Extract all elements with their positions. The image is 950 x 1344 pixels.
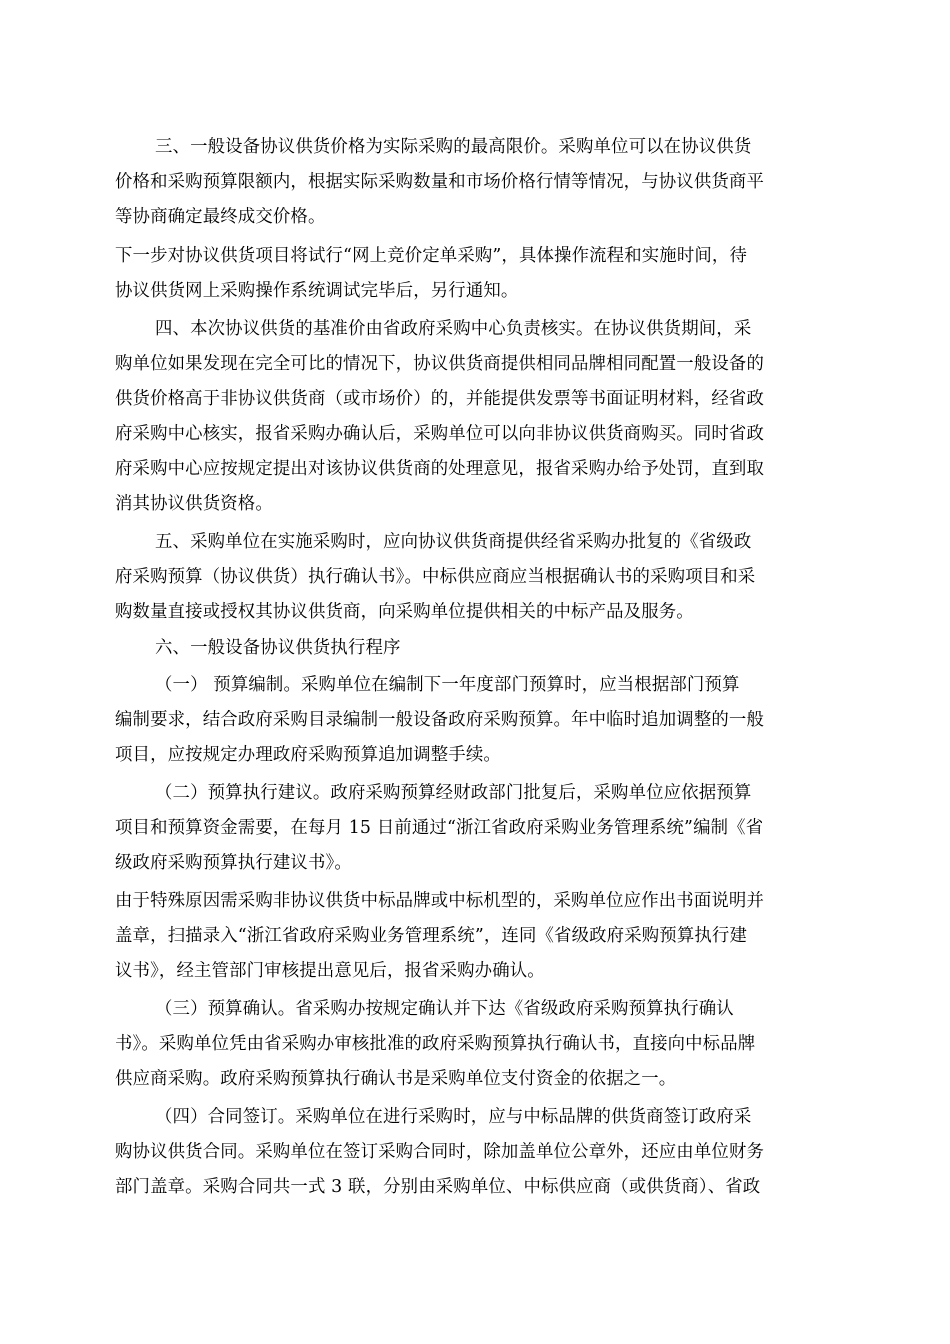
- item-2-line-2: 项目和预算资金需要，在每月 15 日前通过“浙江省政府采购业务管理系统”编制《省: [115, 818, 764, 838]
- paragraph-3-line-2: 价格和采购预算限额内，根据实际采购数量和市场价格行情等情况，与协议供货商平: [115, 172, 765, 192]
- item-2-line-3: 级政府采购预算执行建议书》。: [115, 853, 352, 873]
- special-case-line-2: 盖章，扫描录入“浙江省政府采购业务管理系统”，连同《省级政府采购预算执行建: [115, 926, 748, 946]
- next-step-line-1: 下一步对协议供货项目将试行“网上竞价定单采购”，具体操作流程和实施时间，待: [115, 246, 748, 266]
- paragraph-3-line-1: 三、一般设备协议供货价格为实际采购的最高限价。采购单位可以在协议供货: [155, 137, 752, 157]
- item-4-line-2: 购协议供货合同。采购单位在签订采购合同时，除加盖单位公章外，还应由单位财务: [115, 1142, 765, 1162]
- item-3-line-3: 供应商采购。政府采购预算执行确认书是采购单位支付资金的依据之一。: [115, 1069, 677, 1089]
- paragraph-4-line-1: 四、本次协议供货的基准价由省政府采购中心负责核实。在协议供货期间，采: [155, 319, 752, 339]
- paragraph-5-line-2: 府采购预算（协议供货）执行确认书》。中标供应商应当根据确认书的采购项目和采: [115, 567, 756, 587]
- item-2-line-1: （二）预算执行建议。政府采购预算经财政部门批复后，采购单位应依据预算: [155, 783, 752, 803]
- item-1-line-3: 项目，应按规定办理政府采购预算追加调整手续。: [115, 745, 501, 765]
- item-1-line-1: （一） 预算编制。采购单位在编制下一年度部门预算时，应当根据部门预算: [155, 675, 740, 695]
- special-case-line-3: 议书》，经主管部门审核提出意见后，报省采购办确认。: [115, 961, 545, 981]
- paragraph-4-line-6: 消其协议供货资格。: [115, 494, 273, 514]
- paragraph-4-line-3: 供货价格高于非协议供货商（或市场价）的，并能提供发票等书面证明材料，经省政: [115, 389, 765, 409]
- paragraph-4-line-5: 府采购中心应按规定提出对该协议供货商的处理意见，报省采购办给予处罚，直到取: [115, 459, 765, 479]
- paragraph-5-line-1: 五、采购单位在实施采购时，应向协议供货商提供经省采购办批复的《省级政: [155, 532, 752, 552]
- item-3-line-2: 书》。采购单位凭由省采购办审核批准的政府采购预算执行确认书，直接向中标品牌: [115, 1034, 756, 1054]
- item-1-line-2: 编制要求，结合政府采购目录编制一般设备政府采购预算。年中临时追加调整的一般: [115, 710, 765, 730]
- paragraph-5-line-3: 购数量直接或授权其协议供货商，向采购单位提供相关的中标产品及服务。: [115, 602, 694, 622]
- item-3-line-1: （三）预算确认。省采购办按规定确认并下达《省级政府采购预算执行确认: [155, 999, 734, 1019]
- section-6-heading: 六、一般设备协议供货执行程序: [155, 638, 401, 658]
- paragraph-3-line-3: 等协商确定最终成交价格。: [115, 207, 326, 227]
- next-step-line-2: 协议供货网上采购操作系统调试完毕后，另行通知。: [115, 281, 519, 301]
- paragraph-4-line-2: 购单位如果发现在完全可比的情况下，协议供货商提供相同品牌相同配置一般设备的: [115, 354, 765, 374]
- special-case-line-1: 由于特殊原因需采购非协议供货中标品牌或中标机型的，采购单位应作出书面说明并: [115, 891, 765, 911]
- item-4-line-1: （四）合同签订。采购单位在进行采购时，应与中标品牌的供货商签订政府采: [155, 1107, 752, 1127]
- item-4-line-3: 部门盖章。采购合同共一式 3 联，分别由采购单位、中标供应商（或供货商）、省政: [115, 1177, 761, 1197]
- paragraph-4-line-4: 府采购中心核实，报省采购办确认后，采购单位可以向非协议供货商购买。同时省政: [115, 424, 765, 444]
